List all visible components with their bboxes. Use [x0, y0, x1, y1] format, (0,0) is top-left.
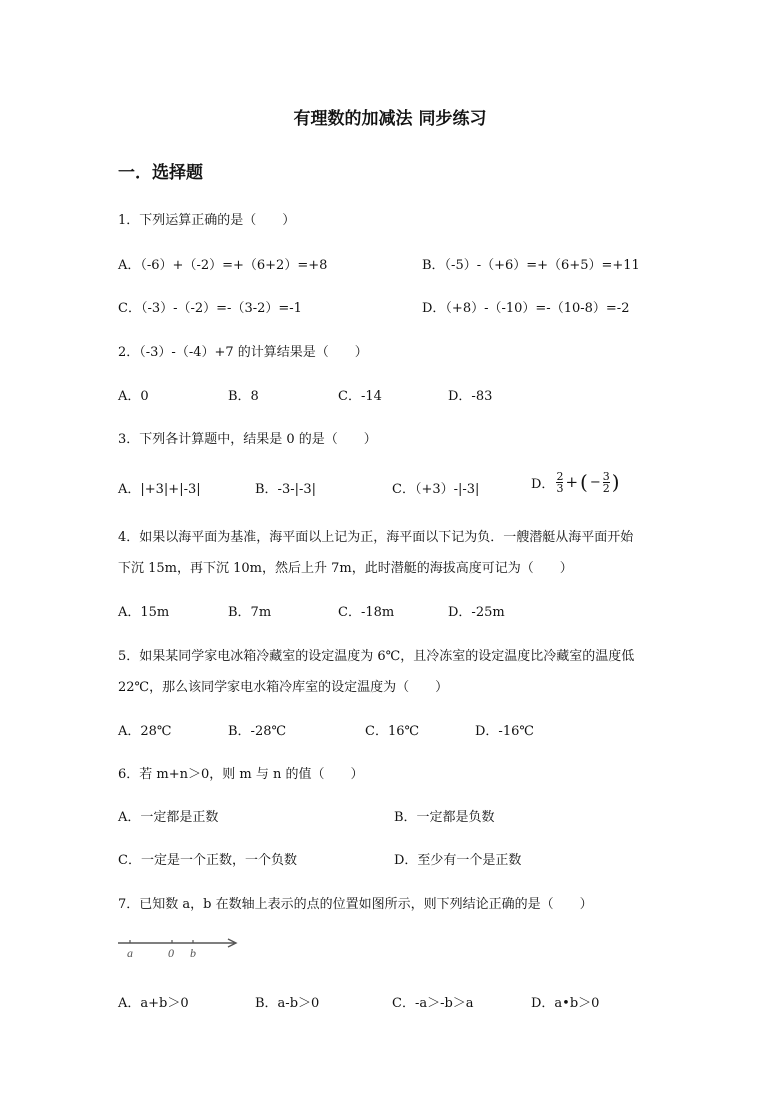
close-paren: ) [611, 470, 620, 494]
label-zero: 0 [168, 946, 174, 960]
question-5-option-c: C．16℃ [365, 724, 420, 739]
question-6-option-c: C．一定是一个正数，一个负数 [118, 853, 297, 868]
question-1-stem: 1．下列运算正确的是（ ） [118, 213, 296, 228]
plus-sign: + [565, 473, 579, 491]
question-7-option-d: D．a•b＞0 [531, 996, 600, 1011]
question-3-stem: 3．下列各计算题中，结果是 0 的是（ ） [118, 432, 377, 447]
question-2-option-c: C．-14 [338, 389, 382, 404]
question-7-stem: 7．已知数 a，b 在数轴上表示的点的位置如图所示，则下列结论正确的是（ ） [118, 897, 593, 912]
question-6-option-b: B．一定都是负数 [394, 810, 495, 825]
question-2-option-b: B．8 [228, 389, 259, 404]
number-line-svg [118, 932, 242, 960]
fraction-two-thirds [556, 471, 563, 494]
question-4-option-d: D．-25m [448, 605, 505, 620]
fraction-denominator: 2 [602, 481, 610, 495]
question-6-option-a: A．一定都是正数 [118, 810, 219, 825]
question-4-option-b: B．7m [228, 605, 272, 620]
fraction-numerator: 2 [556, 469, 564, 483]
question-5-option-a: A．28℃ [118, 724, 172, 739]
question-3-option-b: B．-3-|-3| [255, 482, 317, 497]
question-7-option-b: B．a-b＞0 [255, 996, 320, 1011]
option-d-label: D． [531, 476, 555, 492]
fraction-denominator: 3 [556, 481, 564, 495]
page-title: 有理数的加减法 同步练习 [293, 109, 487, 129]
question-2-stem: 2．（-3）-（-4）+7 的计算结果是（ ） [118, 345, 368, 360]
question-1-option-a: A．（-6）+（-2）=+（6+2）=+8 [118, 258, 328, 273]
question-4-option-c: C．-18m [338, 605, 395, 620]
question-4-option-a: A．15m [118, 605, 170, 620]
question-3-option-c: C．（+3）-|-3| [392, 482, 480, 497]
question-5-option-b: B．-28℃ [228, 724, 287, 739]
minus-sign: − [589, 474, 601, 490]
open-paren: ( [580, 470, 588, 494]
question-1-option-c: C．（-3）-（-2）=-（3-2）=-1 [118, 301, 302, 316]
fraction-three-halves [603, 471, 610, 494]
section-heading: 一．选择题 [118, 163, 203, 183]
question-3-option-d [531, 470, 620, 494]
question-4-stem-line-2: 下沉 15m，再下沉 10m，然后上升 7m，此时潜艇的海拔高度可记为（ ） [118, 561, 573, 576]
label-b: b [190, 946, 196, 960]
question-7-option-a: A．a+b＞0 [118, 996, 189, 1011]
question-6-stem: 6．若 m+n＞0，则 m 与 n 的值（ ） [118, 767, 364, 782]
question-1-option-b: B．（-5）-（+6）=+（6+5）=+11 [422, 258, 640, 273]
label-a: a [127, 946, 133, 960]
question-7-option-c: C．-a＞-b＞a [392, 996, 474, 1011]
question-5-option-d: D．-16℃ [475, 724, 534, 739]
question-5-stem-line-1: 5．如果某同学家电冰箱冷藏室的设定温度为 6℃，且冷冻室的设定温度比冷藏室的温度低 [118, 649, 635, 664]
question-4-stem-line-1: 4．如果以海平面为基准，海平面以上记为正，海平面以下记为负．一艘潜艇从海平面开始 [118, 530, 634, 545]
fraction-numerator: 3 [602, 469, 610, 483]
question-3-option-a: A．|+3|+|-3| [118, 482, 201, 497]
question-5-stem-line-2: 22℃，那么该同学家电水箱冷库室的设定温度为（ ） [118, 680, 449, 695]
number-line-figure [118, 932, 242, 960]
question-2-option-d: D．-83 [448, 389, 493, 404]
question-1-option-d: D．（+8）-（-10）=-（10-8）=-2 [422, 301, 630, 316]
question-6-option-d: D．至少有一个是正数 [394, 853, 522, 868]
question-2-option-a: A．0 [118, 389, 149, 404]
